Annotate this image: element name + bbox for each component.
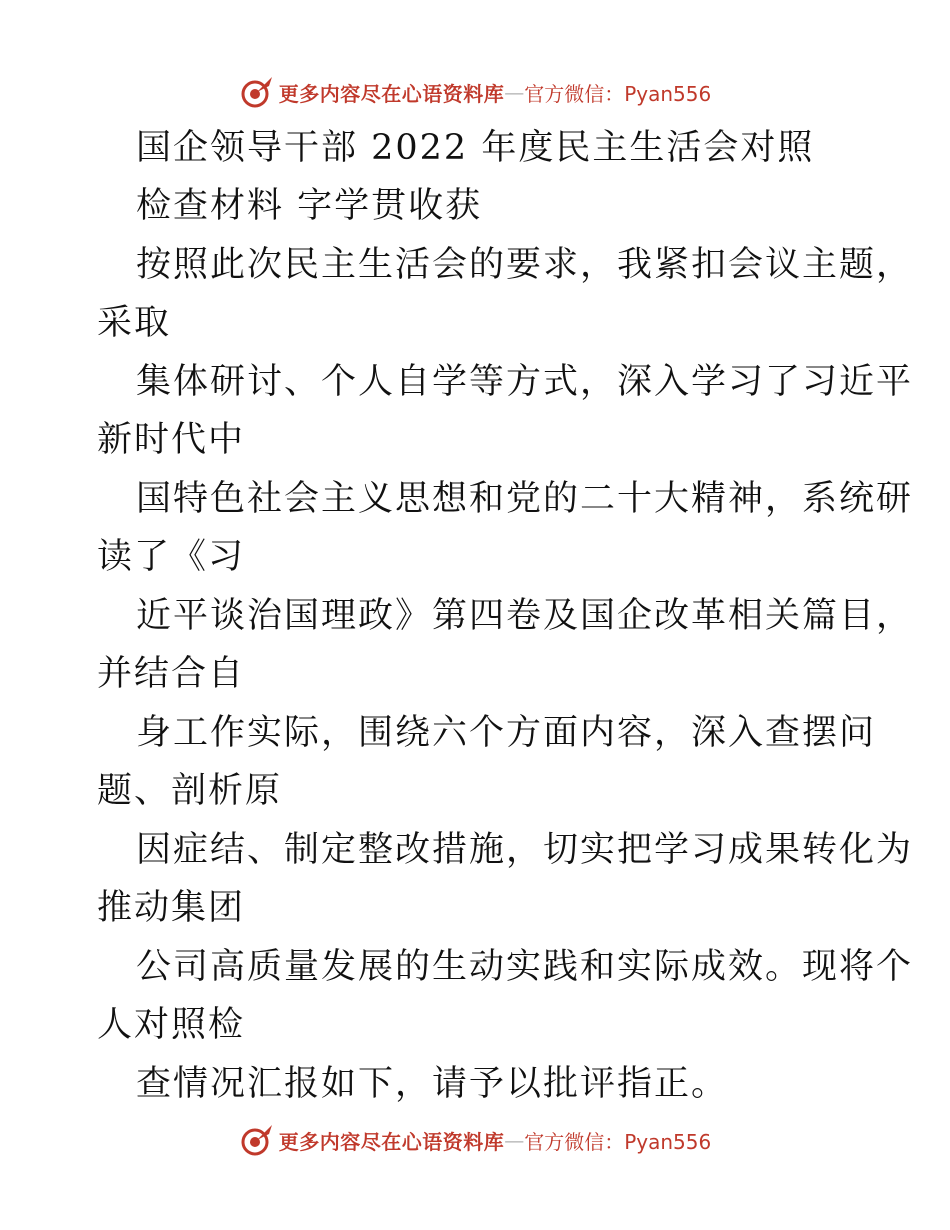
body-line-9: 身工作实际，围绕六个方面内容，深入查摆问 (136, 713, 877, 753)
header-watermark (0, 70, 950, 114)
body-line-11: 因症结、制定整改措施，切实把学习成果转化为 (136, 830, 914, 870)
body-line-10: 题、剖析原 (97, 771, 283, 811)
body-line-15: 查情况汇报如下，请予以批评指正。 (136, 1064, 729, 1104)
footer-watermark (0, 1118, 950, 1162)
watermark-separator: — (504, 80, 525, 104)
body-line-12: 推动集团 (97, 888, 246, 928)
body-line-1: 按照此次民主生活会的要求，我紧扣会议主题， (136, 245, 914, 285)
feather-pen-logo-icon (239, 1122, 275, 1158)
body-line-6: 读了《习 (97, 537, 246, 577)
body-line-8: 并结合自 (97, 654, 246, 694)
body-line-5: 国特色社会主义思想和党的二十大精神，系统研 (136, 479, 914, 519)
watermark-main-text: 更多内容尽在心语资料库 (278, 1129, 505, 1154)
watermark-suffix-text: 官方微信：Pyan556 (524, 81, 712, 106)
watermark-suffix-text: 官方微信：Pyan556 (524, 1129, 712, 1154)
body-line-7: 近平谈治国理政》第四卷及国企改革相关篇目， (136, 596, 914, 636)
document-title-line-1: 国企领导干部 2022 年度民主生活会对照 (136, 128, 815, 168)
feather-pen-logo-icon (239, 74, 275, 110)
body-line-13: 公司高质量发展的生动实践和实际成效。现将个 (136, 947, 914, 987)
watermark-separator: — (504, 1128, 525, 1152)
body-line-3: 集体研讨、个人自学等方式，深入学习了习近平 (136, 362, 914, 402)
body-line-2: 采取 (97, 303, 172, 343)
watermark-main-text: 更多内容尽在心语资料库 (278, 81, 505, 106)
body-line-14: 人对照检 (97, 1005, 246, 1045)
document-title-line-2: 检查材料 字学贯收获 (136, 186, 483, 226)
body-line-4: 新时代中 (97, 420, 246, 460)
